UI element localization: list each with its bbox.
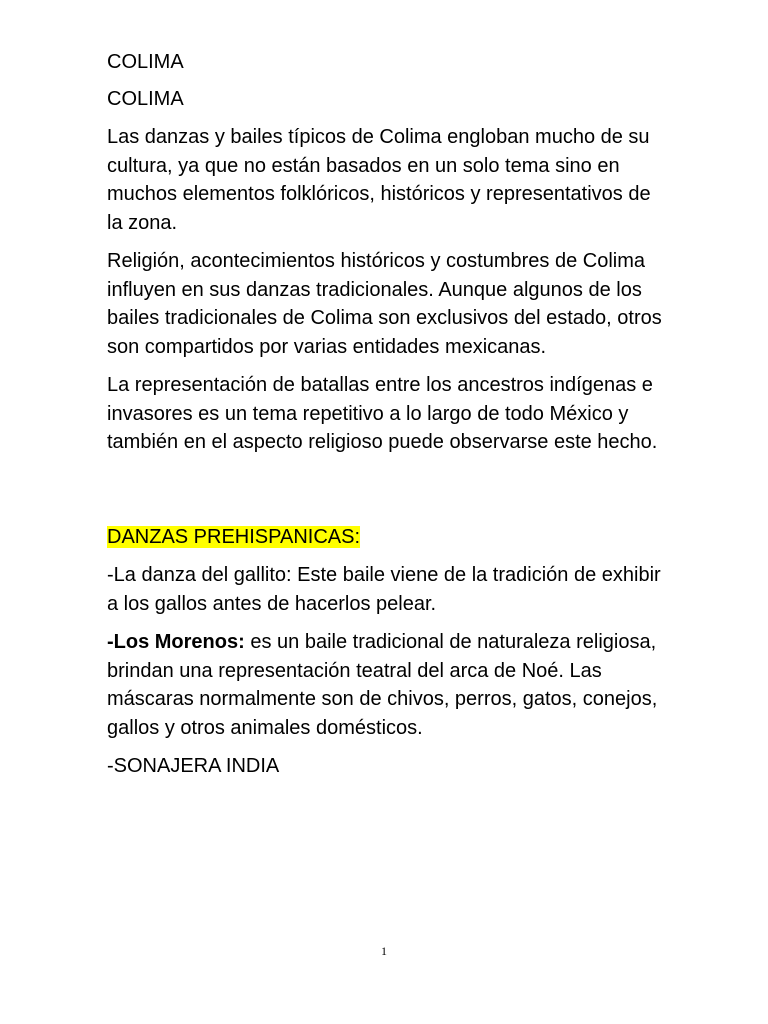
section-heading-line (107, 523, 667, 552)
list-item-morenos (107, 628, 667, 742)
list-item-sonajera: -SONAJERA INDIA (107, 755, 280, 777)
list-item-morenos-title: -Los Morenos: (107, 631, 245, 653)
document-body (107, 48, 667, 781)
list-item-morenos-text: es un baile tradicional de naturaleza religiosa, brindan una representación teatral del arca de Noé. Las máscaras normalmente son de chivos, perros, gatos, conejos, gallos y otros animales domésticos. (107, 631, 658, 739)
paragraph-intro: Las danzas y bailes típicos de Colima engloban mucho de su cultura, ya que no están basados en un solo tema sino en muchos elementos folklóricos, históricos y representativos de la zona. (107, 126, 651, 234)
document-title: COLIMA (107, 51, 184, 73)
document-subtitle: COLIMA (107, 87, 184, 110)
paragraph-influences: Religión, acontecimientos históricos y costumbres de Colima influyen en sus danzas tradicionales. Aunque algunos de los bailes tradicionales de Colima son exclusivos del estado, otros son compartidos por varias entidades mexicanas. (107, 250, 662, 358)
page-number: 1 (381, 944, 387, 958)
paragraph-battles: La representación de batallas entre los ancestros indígenas e invasores es un tema repetitivo a lo largo de todo México y también en el aspecto religioso puede observarse este hecho. (107, 374, 658, 453)
list-item-gallito: -La danza del gallito: Este baile viene de la tradición de exhibir a los gallos antes de hacerlos pelear. (107, 564, 661, 615)
section-heading-highlighted: DANZAS PREHISPANICAS: (107, 525, 361, 548)
